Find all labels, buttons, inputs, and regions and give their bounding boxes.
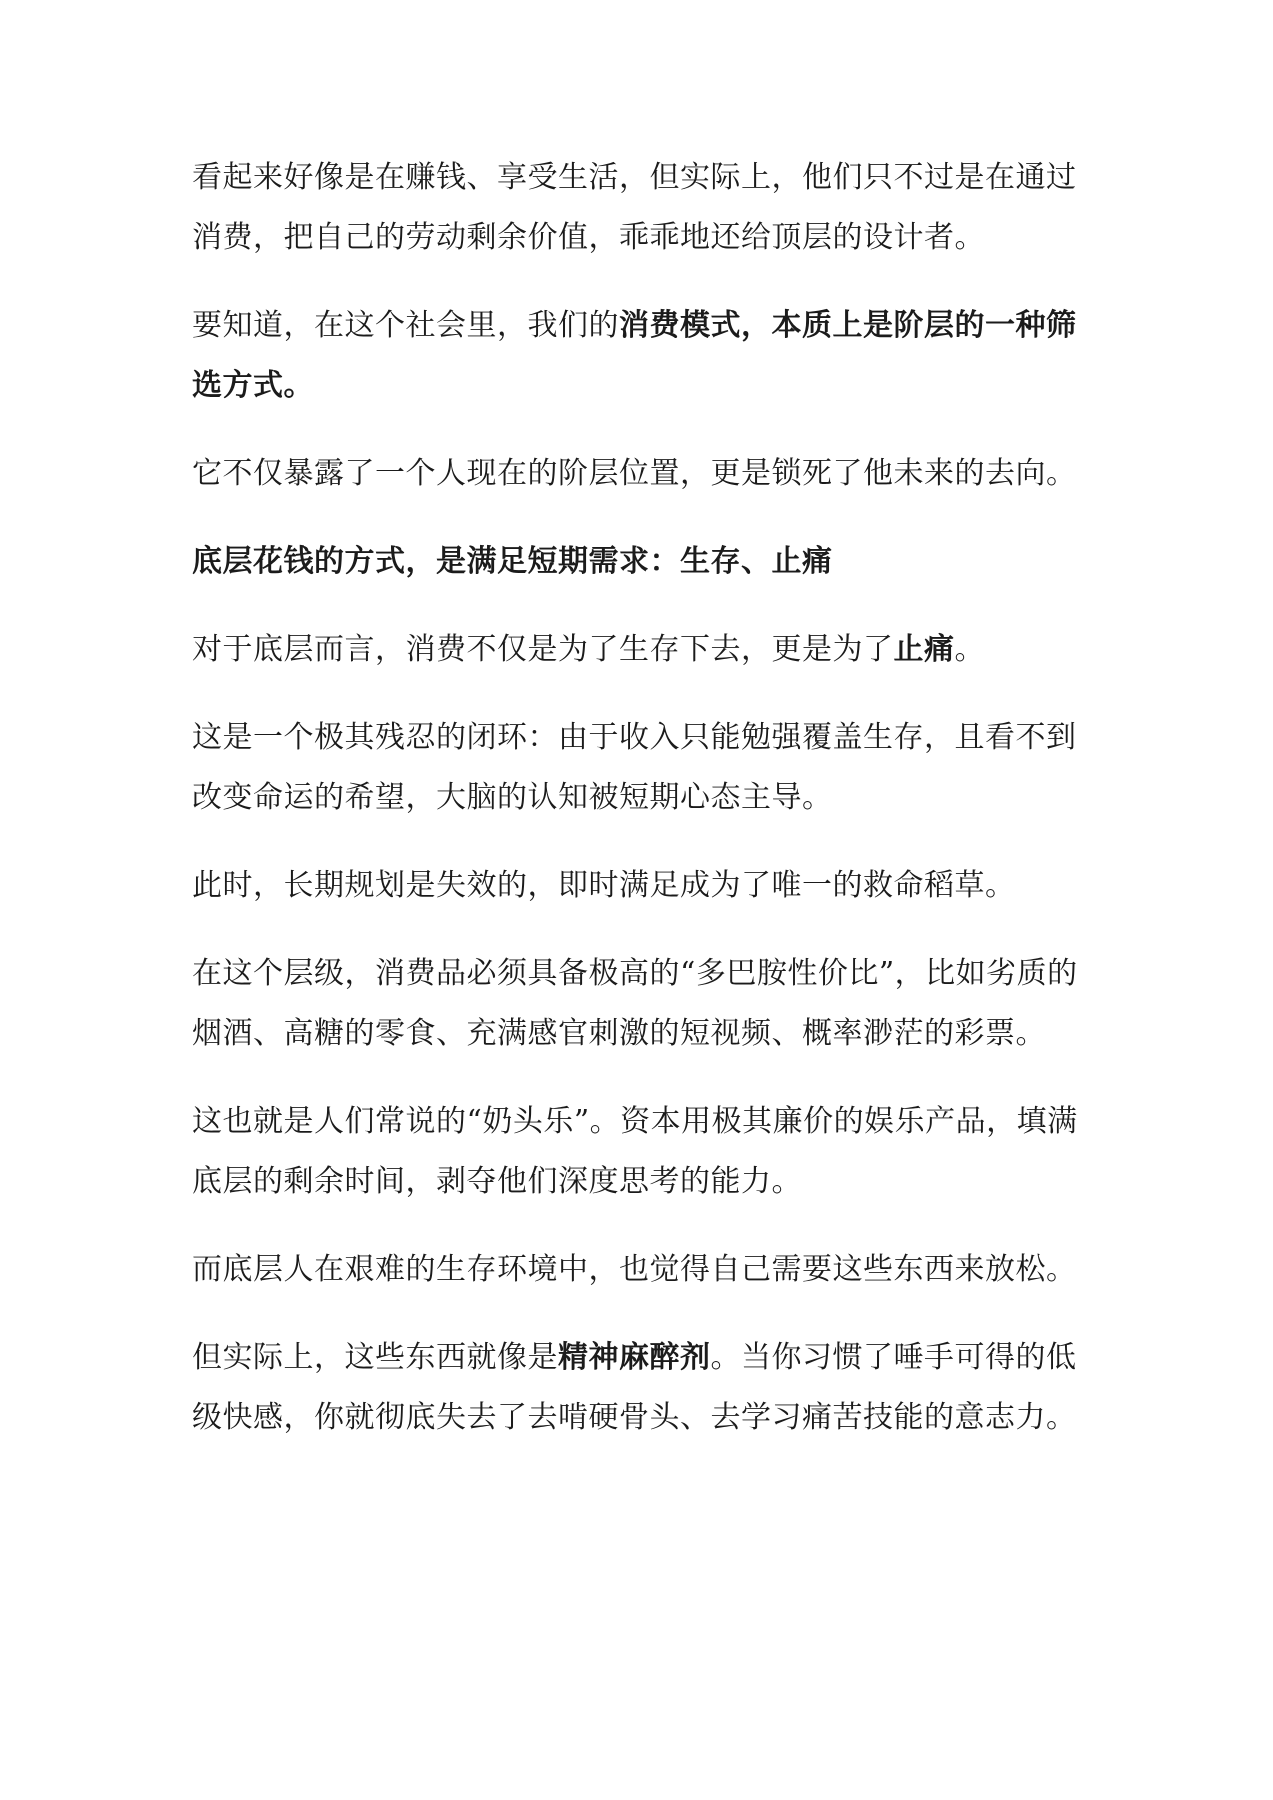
paragraph-7-text: 此时，长期规划是失效的，即时满足成为了唯一的救命稻草。 <box>192 868 1016 903</box>
paragraph-2-bold-text: 消费模式，本质上是阶层的一种筛选方式。 <box>192 308 1077 403</box>
paragraph-1 <box>192 148 1092 268</box>
paragraph-2 <box>192 296 1092 416</box>
paragraph-11-tail-text: 。当你习惯了唾手可得的低级快感，你就彻底失去了去啃硬骨头、去学习痛苦技能的意志力。 <box>192 1340 1077 1435</box>
paragraph-11 <box>192 1328 1092 1448</box>
paragraph-9-text: 这也就是人们常说的“奶头乐”。资本用极其廉价的娱乐产品，填满底层的剩余时间，剥夺他们深度思考的能力。 <box>192 1104 1078 1199</box>
paragraph-3-text: 它不仅暴露了一个人现在的阶层位置，更是锁死了他未来的去向。 <box>192 456 1077 491</box>
paragraph-10-text: 而底层人在艰难的生存环境中，也觉得自己需要这些东西来放松。 <box>192 1252 1077 1287</box>
paragraph-2-text: 要知道，在这个社会里，我们的 <box>192 308 619 343</box>
section-heading <box>192 532 1092 592</box>
paragraph-3 <box>192 444 1092 504</box>
paragraph-6-text: 这是一个极其残忍的闭环：由于收入只能勉强覆盖生存，且看不到改变命运的希望，大脑的认知被短期心态主导。 <box>192 720 1077 815</box>
paragraph-11-text: 但实际上，这些东西就像是 <box>192 1340 558 1375</box>
paragraph-11-bold-text: 精神麻醉剂 <box>558 1340 711 1375</box>
paragraph-5-tail-text: 。 <box>954 632 985 667</box>
paragraph-9 <box>192 1092 1092 1212</box>
paragraph-10 <box>192 1240 1092 1300</box>
paragraph-8 <box>192 944 1092 1064</box>
paragraph-8-text: 在这个层级，消费品必须具备极高的“多巴胺性价比”，比如劣质的烟酒、高糖的零食、充满感官刺激的短视频、概率渺茫的彩票。 <box>192 956 1078 1051</box>
paragraph-5 <box>192 620 1092 680</box>
section-heading-text: 底层花钱的方式，是满足短期需求：生存、止痛 <box>192 544 833 579</box>
paragraph-1-text: 看起来好像是在赚钱、享受生活，但实际上，他们只不过是在通过消费，把自己的劳动剩余价值，乖乖地还给顶层的设计者。 <box>192 160 1077 255</box>
paragraph-5-bold-text: 止痛 <box>893 632 955 667</box>
paragraph-6 <box>192 708 1092 828</box>
article-body <box>192 148 1092 1476</box>
paragraph-7 <box>192 856 1092 916</box>
paragraph-5-text: 对于底层而言，消费不仅是为了生存下去，更是为了 <box>192 632 894 667</box>
